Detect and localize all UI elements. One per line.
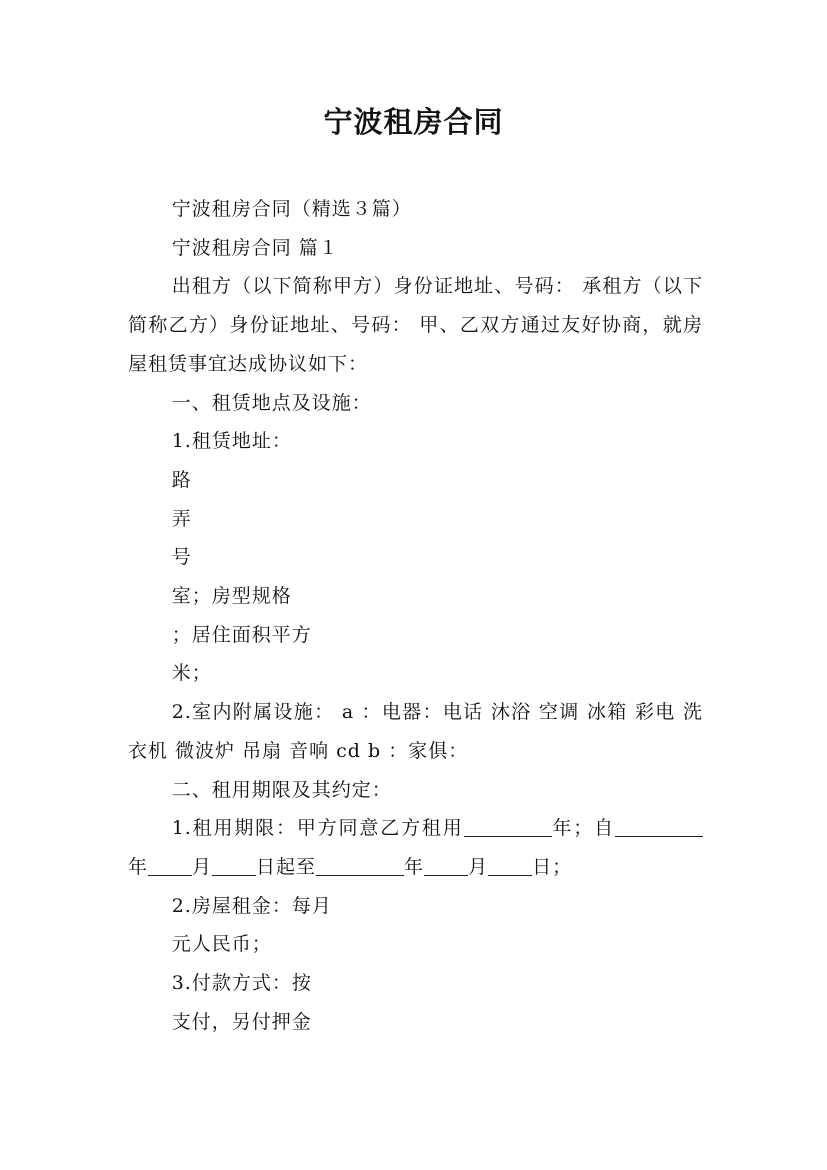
blank-start-day <box>212 856 256 876</box>
paragraph-rent: 2.房屋租金：每月 <box>171 894 332 917</box>
paragraph-rmb: 元人民币； <box>171 933 272 956</box>
document-body <box>128 190 703 1041</box>
heading-lease-location: 一、租赁地点及设施： <box>171 391 372 414</box>
paragraph-lease-term <box>128 809 703 886</box>
document-title: 宁波租房合同 <box>323 105 504 139</box>
paragraph-room: 室；房型规格 <box>171 585 292 608</box>
blank-end-year <box>316 856 404 876</box>
blank-years <box>464 817 552 837</box>
blank-start-year <box>615 817 703 837</box>
term-text-c: 年 <box>128 855 149 878</box>
blank-end-day <box>488 856 532 876</box>
term-text-d: 月 <box>192 855 213 878</box>
paragraph-subtitle: 宁波租房合同（精选３篇） <box>171 198 412 220</box>
blank-end-month <box>424 856 468 876</box>
paragraph-number: 号 <box>171 546 192 569</box>
paragraph-deposit: 支付，另付押金 <box>171 1010 312 1033</box>
heading-lease-term: 二、租用期限及其约定： <box>171 778 392 801</box>
paragraph-lane: 弄 <box>171 507 192 530</box>
paragraph-road: 路 <box>171 468 192 491</box>
term-text-g: 月 <box>468 855 489 878</box>
term-text-e: 日起至 <box>256 855 317 878</box>
paragraph-meter: 米； <box>171 662 212 685</box>
paragraph-section-1: 宁波租房合同 篇１ <box>171 236 339 259</box>
term-text-f: 年 <box>404 855 425 878</box>
paragraph-area: ；居住面积平方 <box>171 623 312 646</box>
paragraph-intro: 出租方（以下简称甲方）身份证地址、号码： 承租方（以下简称乙方）身份证地址、号码： 甲、乙双方通过友好协商，就房屋租赁事宜达成协议如下： <box>128 275 703 375</box>
paragraph-payment: 3.付款方式：按 <box>171 972 312 995</box>
paragraph-facilities: 2.室内附属设施： a ：电器：电话 沐浴 空调 冰箱 彩电 洗衣机 微波炉 吊扇 音响 cd b ：家俱： <box>128 701 703 762</box>
paragraph-address: 1.租赁地址： <box>171 430 292 453</box>
blank-start-month <box>148 856 192 876</box>
term-text-h: 日； <box>532 855 573 878</box>
term-text-a: 1.租用期限：甲方同意乙方租用 <box>171 817 464 840</box>
term-text-b: 年；自 <box>551 817 615 840</box>
